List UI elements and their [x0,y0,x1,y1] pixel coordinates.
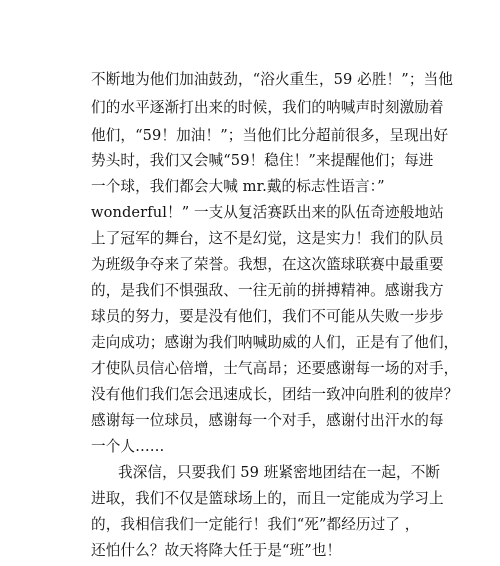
text-line: 的，我相信我们一定能行！我们“死”都经历过了 ， [91,516,420,533]
text-line: 球员的努力，要是没有他们，我们不可能从失败一步步 [91,308,444,325]
text-line: 们的水平逐渐打出来的时候，我们的呐喊声时刻激励着 [91,99,444,116]
text-line: 势头时，我们又会喊“59！稳住！”来提醒他们；每进 [91,152,434,169]
text-line: 还怕什么？故天将降大任于是“班”也！ [91,542,342,559]
text-line: 感谢每一位球员，感谢每一个对手，感谢付出汗水的每 [91,412,444,429]
text-line: 不断地为他们加油鼓劲，“浴火重生，59 必胜！”；当他 [91,71,453,88]
text-line: 才使队员信心倍增，士气高昂；还要感谢每一场的对手， [91,360,459,377]
text-line: 为班级争夺来了荣誉。我想，在这次篮球联赛中最重要 [91,256,444,273]
text-line: 上了冠军的舞台，这不是幻觉，这是实力！我们的队员 [91,230,444,247]
text-line: 他们，“59！加油！”；当他们比分超前很多，呈现出好 [91,127,449,144]
text-line: 的，是我们不惧强敌、一往无前的拼搏精神。感谢我方 [91,282,444,299]
text-line: 进取，我们不仅是篮球场上的，而且一定能成为学习上 [91,490,444,507]
text-line: 一个球，我们都会大喊 mr.戴的标志性语言：” [91,178,385,195]
text-line: 走向成功；感谢为我们呐喊助威的人们，正是有了他们， [91,334,459,351]
text-line: wonderful！” 一支从复活赛跃出来的队伍奇迹般地站 [91,204,444,221]
paragraph-first-line: 我深信，只要我们 59 班紧密地团结在一起，不断 [118,464,441,481]
text-line: 没有他们我们怎会迅速成长，团结一致冲向胜利的彼岸？ [91,386,459,403]
text-line: 一个人…… [91,438,165,455]
